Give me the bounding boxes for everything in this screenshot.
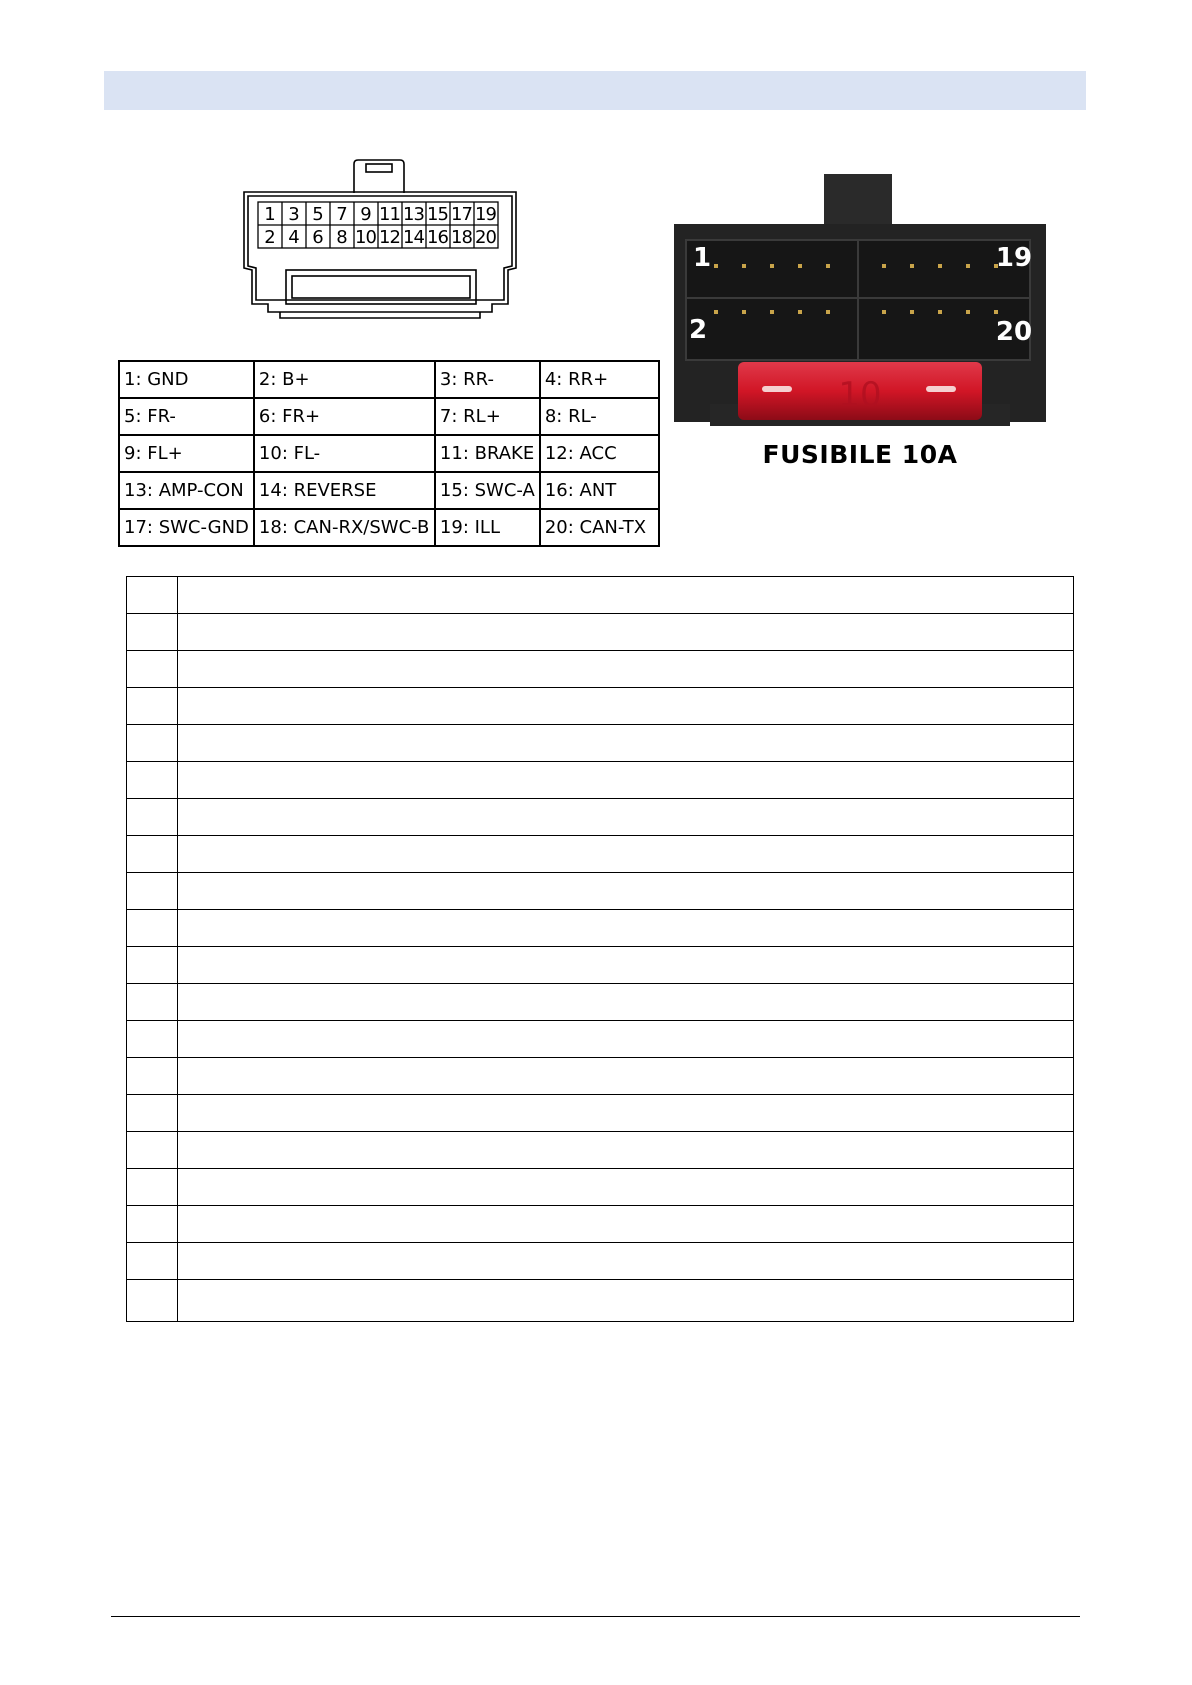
photo-pin-contact [798,310,802,314]
wiring-grid-number-cell [127,762,178,799]
wiring-grid-description-cell [178,577,1074,614]
wiring-grid-row [127,873,1074,910]
pin-number: 3 [288,204,300,225]
wiring-grid-description-cell [178,910,1074,947]
wiring-grid-description-cell [178,947,1074,984]
photo-pin-contact [966,310,970,314]
wiring-grid-description-cell [178,762,1074,799]
pin-number: 20 [475,227,497,248]
wiring-grid-number-cell [127,614,178,651]
wiring-grid-row [127,1095,1074,1132]
wiring-grid-description-cell [178,1132,1074,1169]
wiring-grid-row [127,799,1074,836]
pin-legend-cell: 14: REVERSE [254,472,435,509]
pin-legend-cell: 19: ILL [435,509,540,546]
wiring-grid-row [127,910,1074,947]
pin-number: 2 [264,227,276,248]
wiring-grid-row [127,762,1074,799]
wiring-grid-row [127,1021,1074,1058]
wiring-grid-number-cell [127,947,178,984]
wiring-grid-description-cell [178,873,1074,910]
wiring-grid-description-cell [178,725,1074,762]
photo-pin-contact [994,310,998,314]
photo-pin-contact [910,264,914,268]
photo-label-pin-19: 19 [995,243,1033,273]
wiring-grid-number-cell [127,836,178,873]
pin-number: 16 [427,227,449,248]
pin-legend-row [119,361,659,398]
photo-pin-contact [882,264,886,268]
wiring-grid-number-cell [127,725,178,762]
wiring-grid-description-cell [178,614,1074,651]
pin-legend-cell: 2: B+ [254,361,435,398]
photo-pin-contact [826,310,830,314]
wiring-grid-description-cell [178,1021,1074,1058]
pin-number: 13 [403,204,425,225]
pin-legend-cell: 9: FL+ [119,435,254,472]
wiring-grid-row [127,651,1074,688]
wiring-grid-description-cell [178,836,1074,873]
photo-pin-contact [742,310,746,314]
pin-number: 19 [475,204,497,225]
fuse [738,362,982,420]
footer-rule [111,1616,1080,1617]
wiring-grid-description-cell [178,1280,1074,1322]
pin-legend-cell: 13: AMP-CON [119,472,254,509]
fuse-caption: FUSIBILE 10A [762,440,958,469]
pin-number: 7 [336,204,348,225]
pin-number: 9 [360,204,372,225]
wiring-grid-number-cell [127,651,178,688]
pin-legend-cell: 11: BRAKE [435,435,540,472]
photo-label-pin-2: 2 [688,315,708,345]
wiring-grid-row [127,1280,1074,1322]
pin-legend-cell: 15: SWC-A [435,472,540,509]
photo-label-pin-1: 1 [692,243,712,273]
wiring-grid-number-cell [127,1021,178,1058]
pin-legend-cell: 5: FR- [119,398,254,435]
connector-line-drawing [240,158,520,328]
connector-photo [674,174,1046,440]
pin-number: 14 [403,227,425,248]
wiring-grid-description-cell [178,1095,1074,1132]
pin-legend-cell: 4: RR+ [540,361,659,398]
wiring-grid-row [127,1132,1074,1169]
wiring-grid-number-cell [127,1243,178,1280]
pin-legend-cell: 8: RL- [540,398,659,435]
photo-pin-contact [910,310,914,314]
pin-legend-cell: 12: ACC [540,435,659,472]
pin-legend-row [119,435,659,472]
wiring-grid-number-cell [127,1169,178,1206]
photo-pin-contact [798,264,802,268]
pin-legend-cell: 16: ANT [540,472,659,509]
photo-pin-contact [770,310,774,314]
wiring-grid-number-cell [127,1058,178,1095]
wiring-grid-number-cell [127,984,178,1021]
pin-number: 8 [336,227,348,248]
photo-pin-contact [938,264,942,268]
pin-number: 5 [312,204,324,225]
photo-pin-contact [882,310,886,314]
pin-legend-cell: 3: RR- [435,361,540,398]
wiring-grid-row [127,614,1074,651]
wiring-grid-description-cell [178,1169,1074,1206]
wiring-grid-row [127,725,1074,762]
photo-pin-contact [714,264,718,268]
photo-pin-contact [770,264,774,268]
wiring-grid-number-cell [127,1206,178,1243]
pin-legend-table [118,360,660,547]
pin-legend-cell: 17: SWC-GND [119,509,254,546]
wiring-grid-description-cell [178,1058,1074,1095]
wiring-grid-number-cell [127,1132,178,1169]
wiring-grid-row [127,1206,1074,1243]
wiring-grid-row [127,984,1074,1021]
wiring-grid-row [127,1169,1074,1206]
pin-legend-cell: 6: FR+ [254,398,435,435]
wiring-grid-description-cell [178,1243,1074,1280]
pin-legend-cell: 1: GND [119,361,254,398]
photo-pin-contact [714,310,718,314]
wiring-grid-number-cell [127,688,178,725]
wiring-grid-number-cell [127,1280,178,1322]
wiring-grid-number-cell [127,1095,178,1132]
wiring-grid-number-cell [127,910,178,947]
wiring-grid-number-cell [127,799,178,836]
wiring-grid-description-cell [178,1206,1074,1243]
header-band [104,71,1086,110]
pin-legend-row [119,398,659,435]
wiring-grid-row [127,836,1074,873]
pin-legend-row [119,509,659,546]
wiring-grid-row [127,1058,1074,1095]
wiring-grid-row [127,688,1074,725]
pin-legend-cell: 20: CAN-TX [540,509,659,546]
photo-pin-contact [826,264,830,268]
pin-number: 4 [288,227,300,248]
pin-number: 1 [264,204,276,225]
pin-legend-cell: 10: FL- [254,435,435,472]
pin-number: 6 [312,227,324,248]
pin-number: 17 [451,204,473,225]
pin-number: 15 [427,204,449,225]
wiring-grid-description-cell [178,651,1074,688]
fuse-rating-marking: 10 [838,375,882,415]
pin-number: 11 [379,204,401,225]
pin-legend-cell: 7: RL+ [435,398,540,435]
photo-pin-contact [742,264,746,268]
wiring-grid-row [127,577,1074,614]
wiring-grid-description-cell [178,984,1074,1021]
wiring-grid-row [127,1243,1074,1280]
photo-pin-contact [938,310,942,314]
wiring-grid-description-cell [178,799,1074,836]
photo-pin-contact [966,264,970,268]
pin-legend-cell: 18: CAN-RX/SWC-B [254,509,435,546]
wiring-grid-number-cell [127,577,178,614]
wiring-grid-number-cell [127,873,178,910]
pin-number: 18 [451,227,473,248]
wiring-grid [126,576,1074,1322]
pin-number: 10 [355,227,377,248]
wiring-grid-row [127,947,1074,984]
pin-legend-row [119,472,659,509]
wiring-grid-description-cell [178,688,1074,725]
pin-number: 12 [379,227,401,248]
photo-label-pin-20: 20 [995,317,1033,347]
